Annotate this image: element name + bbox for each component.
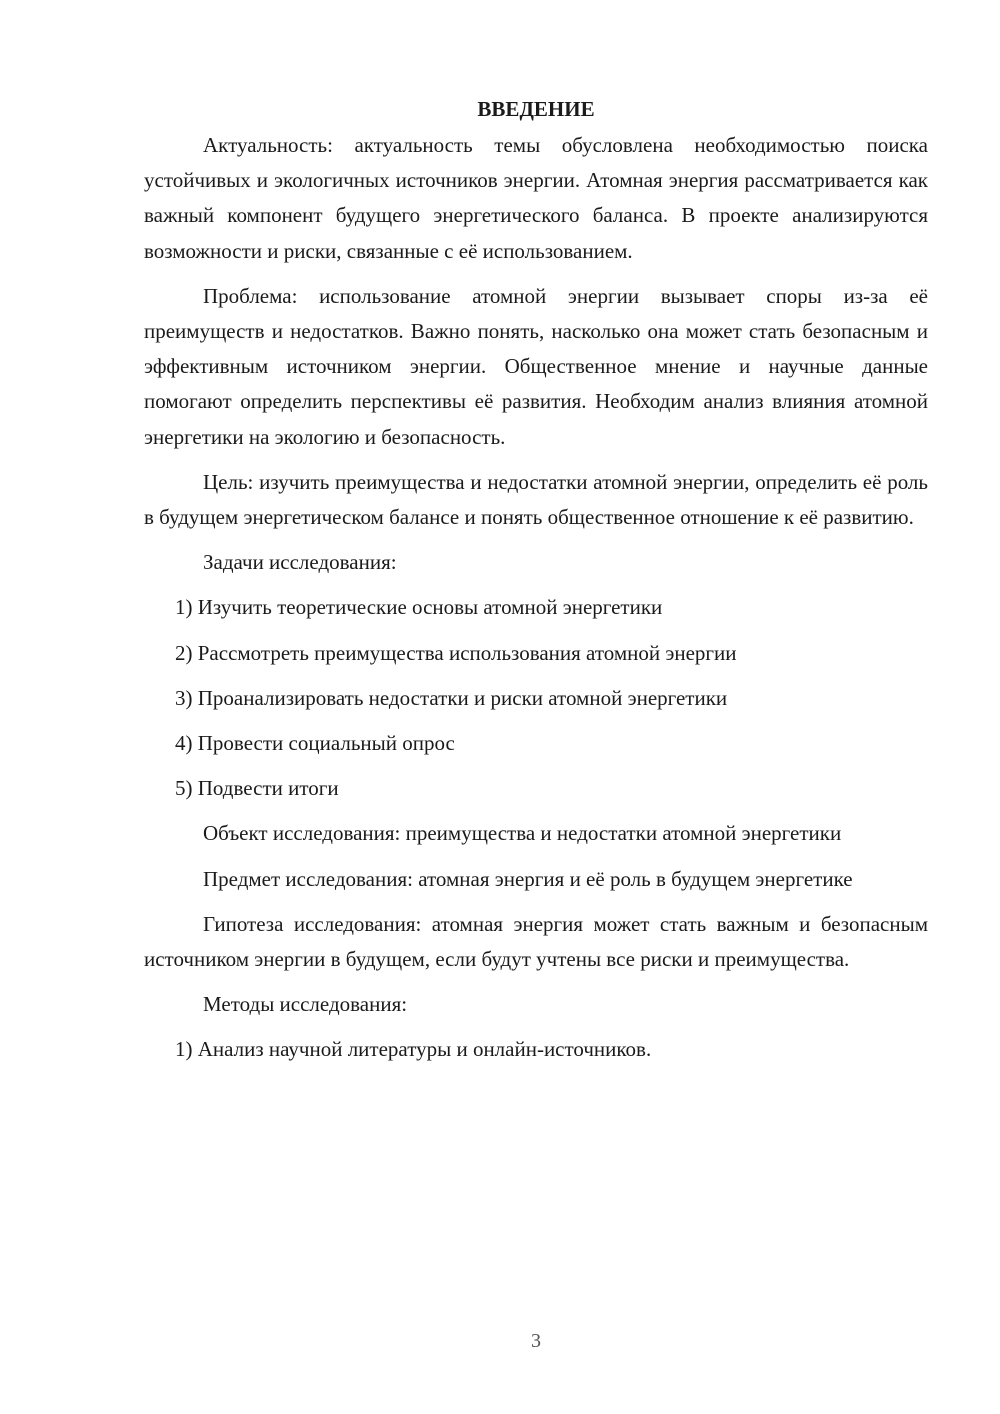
section-title: ВВЕДЕНИЕ: [477, 97, 595, 121]
task-item-2: 2) Рассмотреть преимущества использования атомной энергии: [175, 640, 737, 665]
methods-heading: Методы исследования:: [203, 992, 408, 1017]
goal-paragraph: Цель: изучить преимущества и недостатки атомной энергии, определить её роль в будущем энергетическом балансе и понять общественное отношение к её развитию.: [144, 469, 928, 530]
problem-paragraph: Проблема: использование атомной энергии вызывает споры из-за её преимуществ и недостатков. Важно понять, насколько она может стать безопасным и эффективным источником энергии. Общественное мнение и научные данные помогают определить перспективы её развития. Необходим анализ влияния атомной энергетики на экологию и безопасность.: [144, 283, 928, 449]
page-number: 3: [531, 1330, 541, 1352]
subject-paragraph: Предмет исследования: атомная энергия и её роль в будущем энергетике: [203, 866, 853, 891]
relevance-paragraph: Актуальность: актуальность темы обусловлена необходимостью поиска устойчивых и экологичных источников энергии. Атомная энергия рассматривается как важный компонент будущего энергетического баланса. В проекте анализируются возможности и риски, связанные с её использованием.: [144, 133, 928, 263]
task-item-4: 4) Провести социальный опрос: [175, 731, 455, 756]
method-item-1: 1) Анализ научной литературы и онлайн-источников.: [175, 1037, 652, 1062]
hypothesis-paragraph: Гипотеза исследования: атомная энергия может стать важным и безопасным источником энергии в будущем, если будут учтены все риски и преимущества.: [144, 911, 928, 972]
object-paragraph: Объект исследования: преимущества и недостатки атомной энергетики: [203, 821, 842, 846]
document-page: [144, 92, 928, 1078]
task-item-5: 5) Подвести итоги: [175, 776, 339, 801]
task-item-1: 1) Изучить теоретические основы атомной энергетики: [175, 595, 663, 620]
tasks-heading: Задачи исследования:: [203, 550, 397, 575]
task-item-3: 3) Проанализировать недостатки и риски атомной энергетики: [175, 685, 728, 710]
